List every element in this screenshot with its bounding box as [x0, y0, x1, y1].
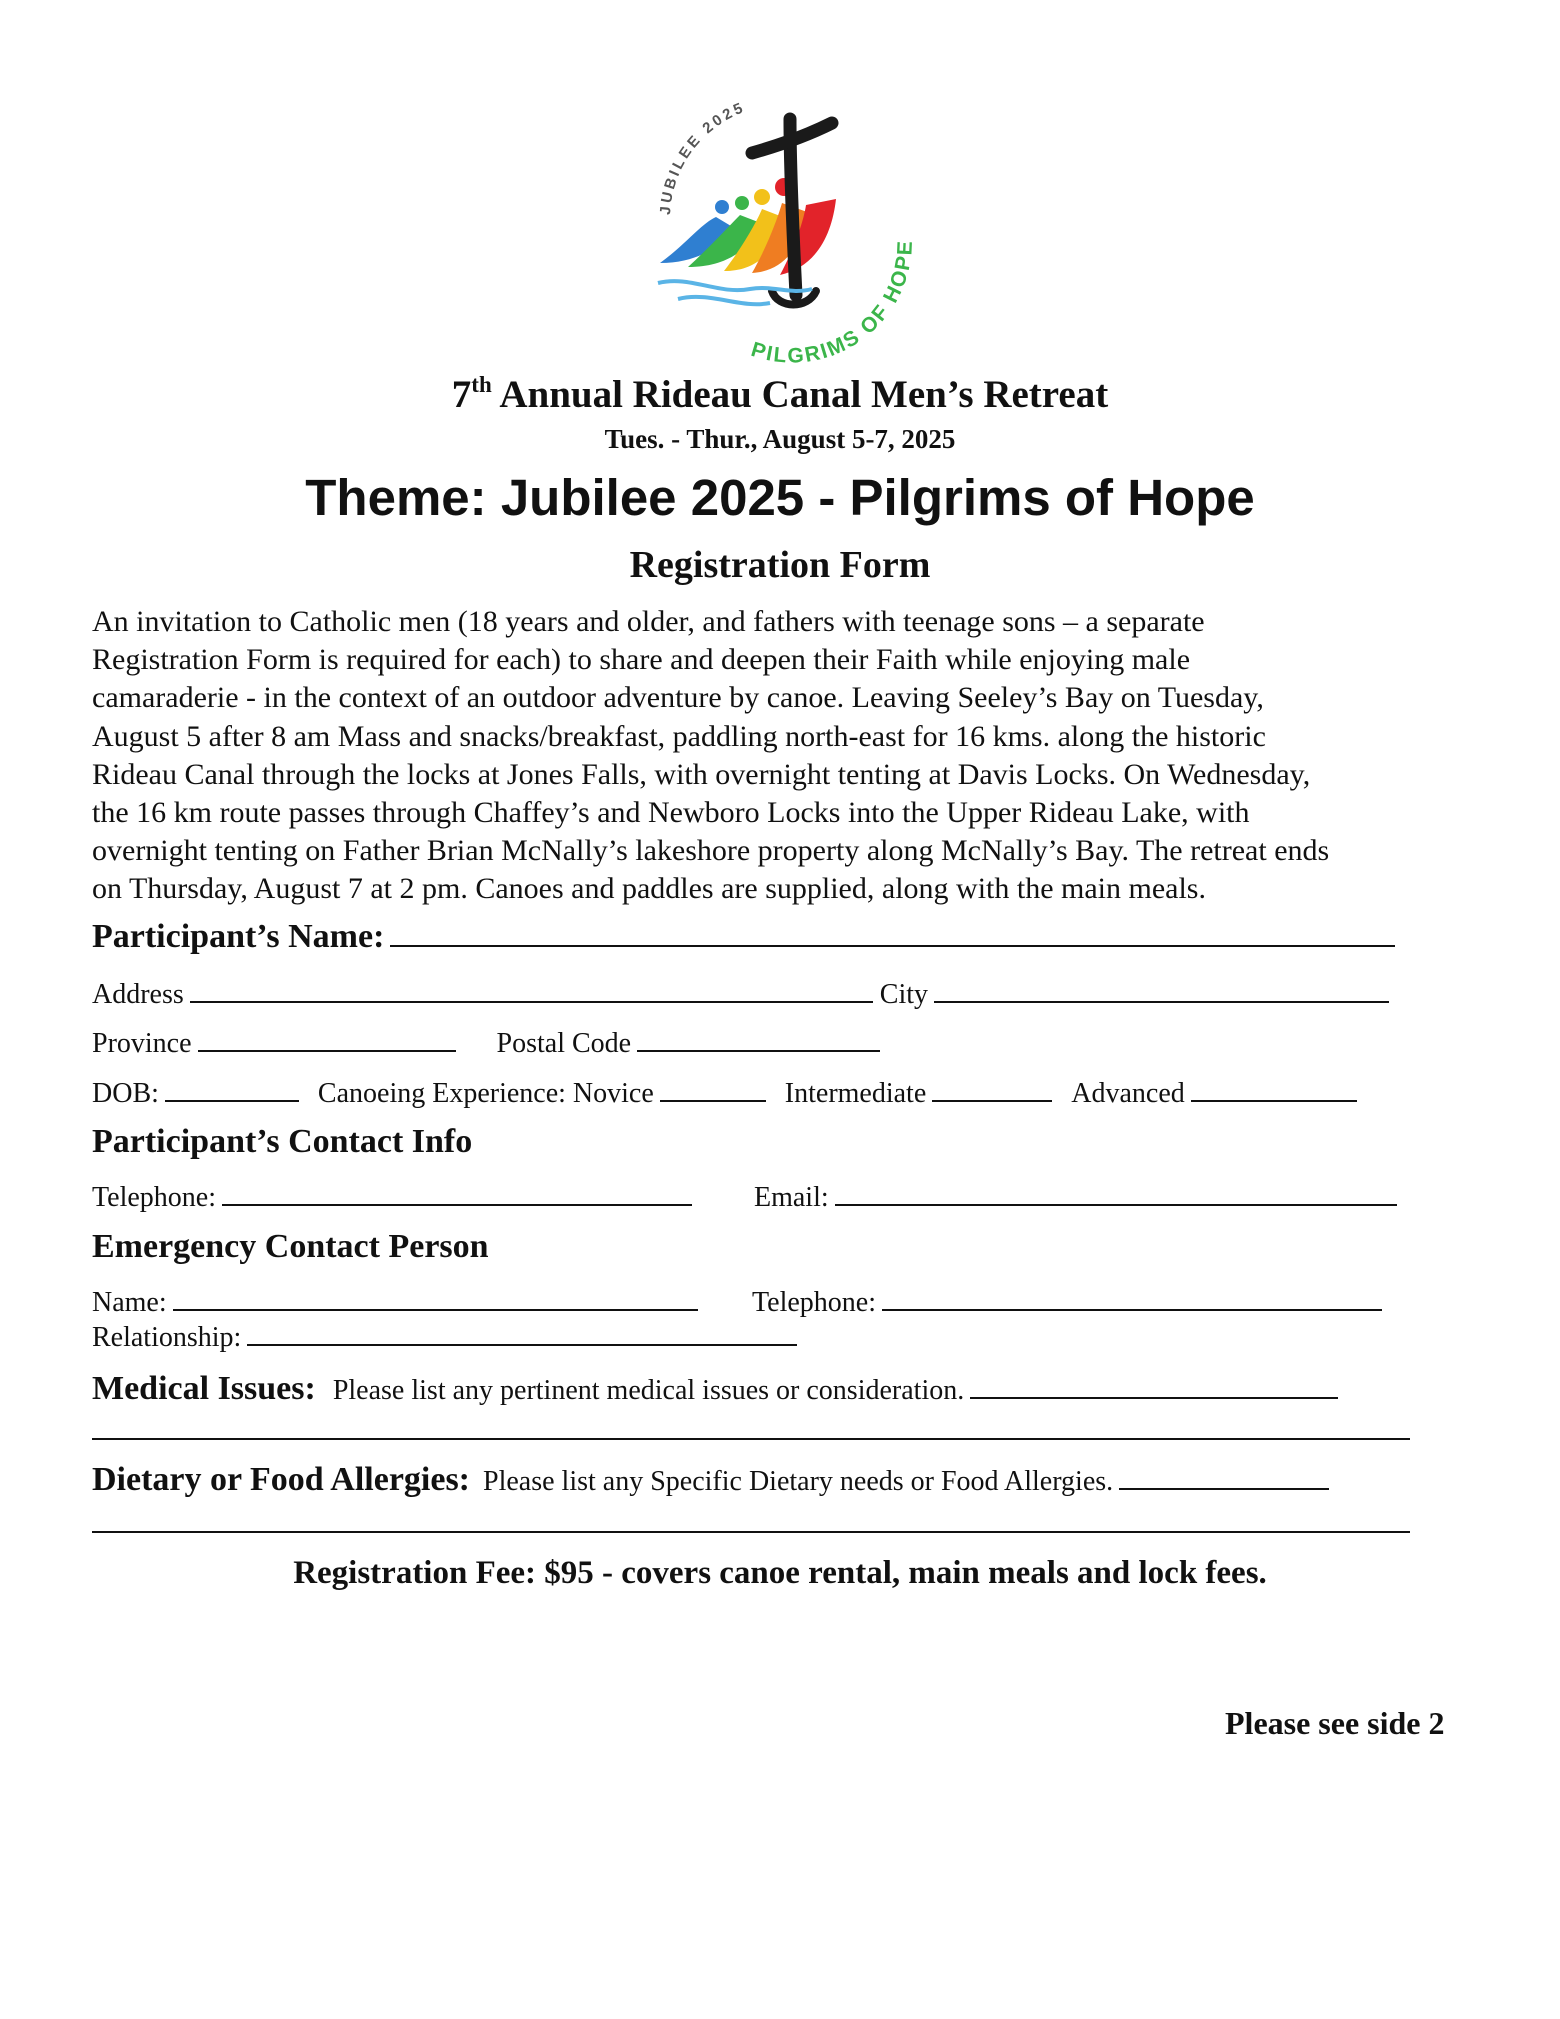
see-side-2-note: Please see side 2	[1225, 1705, 1445, 1741]
province-row	[92, 1024, 880, 1060]
address-row	[92, 975, 1389, 1011]
retreat-dates: Tues. - Thur., August 5-7, 2025	[604, 424, 956, 454]
intermediate-label: Intermediate	[784, 1078, 927, 1109]
emergency-telephone-field[interactable]	[882, 1283, 1382, 1311]
logo-arc-bottom-text: PILGRIMS OF HOPE	[748, 238, 918, 368]
novice-field[interactable]	[660, 1074, 766, 1102]
advanced-label: Advanced	[1071, 1078, 1185, 1109]
contact-row	[92, 1178, 692, 1214]
medical-issues-label: Medical Issues:	[92, 1370, 316, 1407]
participant-name-field[interactable]	[390, 919, 1395, 947]
logo-head-green	[735, 196, 749, 210]
logo-head-yellow	[754, 189, 770, 205]
title-ordinal-number: 7	[451, 373, 472, 416]
form-title: Registration Form	[629, 544, 931, 586]
relationship-field[interactable]	[247, 1318, 797, 1346]
intro-line: Rideau Canal through the locks at Jones Falls, with overnight tenting at Davis Locks. On Wednesday,	[92, 757, 1311, 791]
intro-line: camaraderie - in the context of an outdoor adventure by canoe. Leaving Seeley’s Bay on Tuesday,	[92, 681, 1264, 715]
participant-name-row	[92, 918, 1395, 956]
address-label: Address	[92, 979, 184, 1010]
relationship-label: Relationship:	[92, 1322, 242, 1353]
email-field[interactable]	[835, 1178, 1397, 1206]
registration-fee: Registration Fee: $95 - covers canoe rental, main meals and lock fees.	[293, 1555, 1267, 1591]
intro-line: August 5 after 8 am Mass and snacks/breakfast, paddling north-east for 16 kms. along the historic	[92, 719, 1266, 753]
city-label: City	[879, 979, 928, 1010]
retreat-title	[0, 372, 1560, 417]
dob-field[interactable]	[165, 1074, 299, 1102]
svg-text:JUBILEE 2025	[657, 99, 748, 216]
logo-head-blue	[715, 200, 729, 214]
dietary-row	[92, 1461, 1329, 1499]
logo-wave-2	[678, 297, 770, 304]
emergency-name-label: Name:	[92, 1287, 167, 1318]
dietary-allergies-field[interactable]	[1119, 1462, 1329, 1490]
intro-line: Registration Form is required for each) to share and deepen their Faith while enjoying male	[92, 643, 1191, 677]
address-field[interactable]	[190, 975, 873, 1003]
emergency-name-row	[92, 1283, 698, 1319]
intro-paragraph	[92, 603, 1492, 909]
medical-issues-text: Please list any pertinent medical issues or consideration.	[332, 1375, 965, 1406]
contact-info-heading: Participant’s Contact Info	[92, 1123, 473, 1160]
email-row	[754, 1178, 1397, 1214]
dob-row	[92, 1074, 1357, 1110]
advanced-field[interactable]	[1191, 1074, 1357, 1102]
canoeing-novice-label: Canoeing Experience: Novice	[317, 1078, 654, 1109]
emergency-name-field[interactable]	[173, 1283, 698, 1311]
emergency-telephone-label: Telephone:	[752, 1287, 876, 1318]
dietary-allergies-label: Dietary or Food Allergies:	[92, 1461, 471, 1498]
postal-code-label: Postal Code	[496, 1028, 632, 1059]
telephone-label: Telephone:	[92, 1182, 216, 1213]
medical-issues-field[interactable]	[970, 1371, 1338, 1399]
city-field[interactable]	[934, 975, 1389, 1003]
relationship-row	[92, 1318, 797, 1354]
participant-name-label: Participant’s Name:	[92, 918, 385, 955]
medical-row	[92, 1370, 1338, 1408]
dietary-allergies-text: Please list any Specific Dietary needs or Food Allergies.	[483, 1466, 1114, 1497]
dietary-allergies-field-line-2[interactable]	[92, 1531, 1410, 1533]
logo-arc-top-text: JUBILEE 2025	[656, 98, 748, 216]
intro-line: An invitation to Catholic men (18 years and older, and fathers with teenage sons – a separate	[92, 605, 1205, 638]
intro-line: on Thursday, August 7 at 2 pm. Canoes and paddles are supplied, along with the main meals.	[92, 872, 1206, 906]
emergency-contact-heading: Emergency Contact Person	[92, 1228, 489, 1265]
medical-issues-field-line-2[interactable]	[92, 1438, 1410, 1440]
retreat-theme: Theme: Jubilee 2025 - Pilgrims of Hope	[305, 469, 1255, 526]
intro-line: the 16 km route passes through Chaffey’s and Newboro Locks into the Upper Rideau Lake, with	[92, 796, 1250, 830]
intro-line: overnight tenting on Father Brian McNally’s lakeshore property along McNally’s Bay. The retreat ends	[92, 834, 1330, 868]
province-field[interactable]	[198, 1024, 456, 1052]
telephone-field[interactable]	[222, 1178, 692, 1206]
title-text: Annual Rideau Canal Men’s Retreat	[491, 373, 1109, 416]
emergency-telephone-row	[752, 1283, 1382, 1319]
jubilee-2025-logo	[640, 95, 930, 370]
province-label: Province	[92, 1028, 192, 1059]
postal-code-field[interactable]	[637, 1024, 880, 1052]
intermediate-field[interactable]	[932, 1074, 1052, 1102]
dob-label: DOB:	[92, 1078, 159, 1109]
title-ordinal-suffix: th	[471, 372, 492, 397]
email-label: Email:	[754, 1182, 829, 1213]
